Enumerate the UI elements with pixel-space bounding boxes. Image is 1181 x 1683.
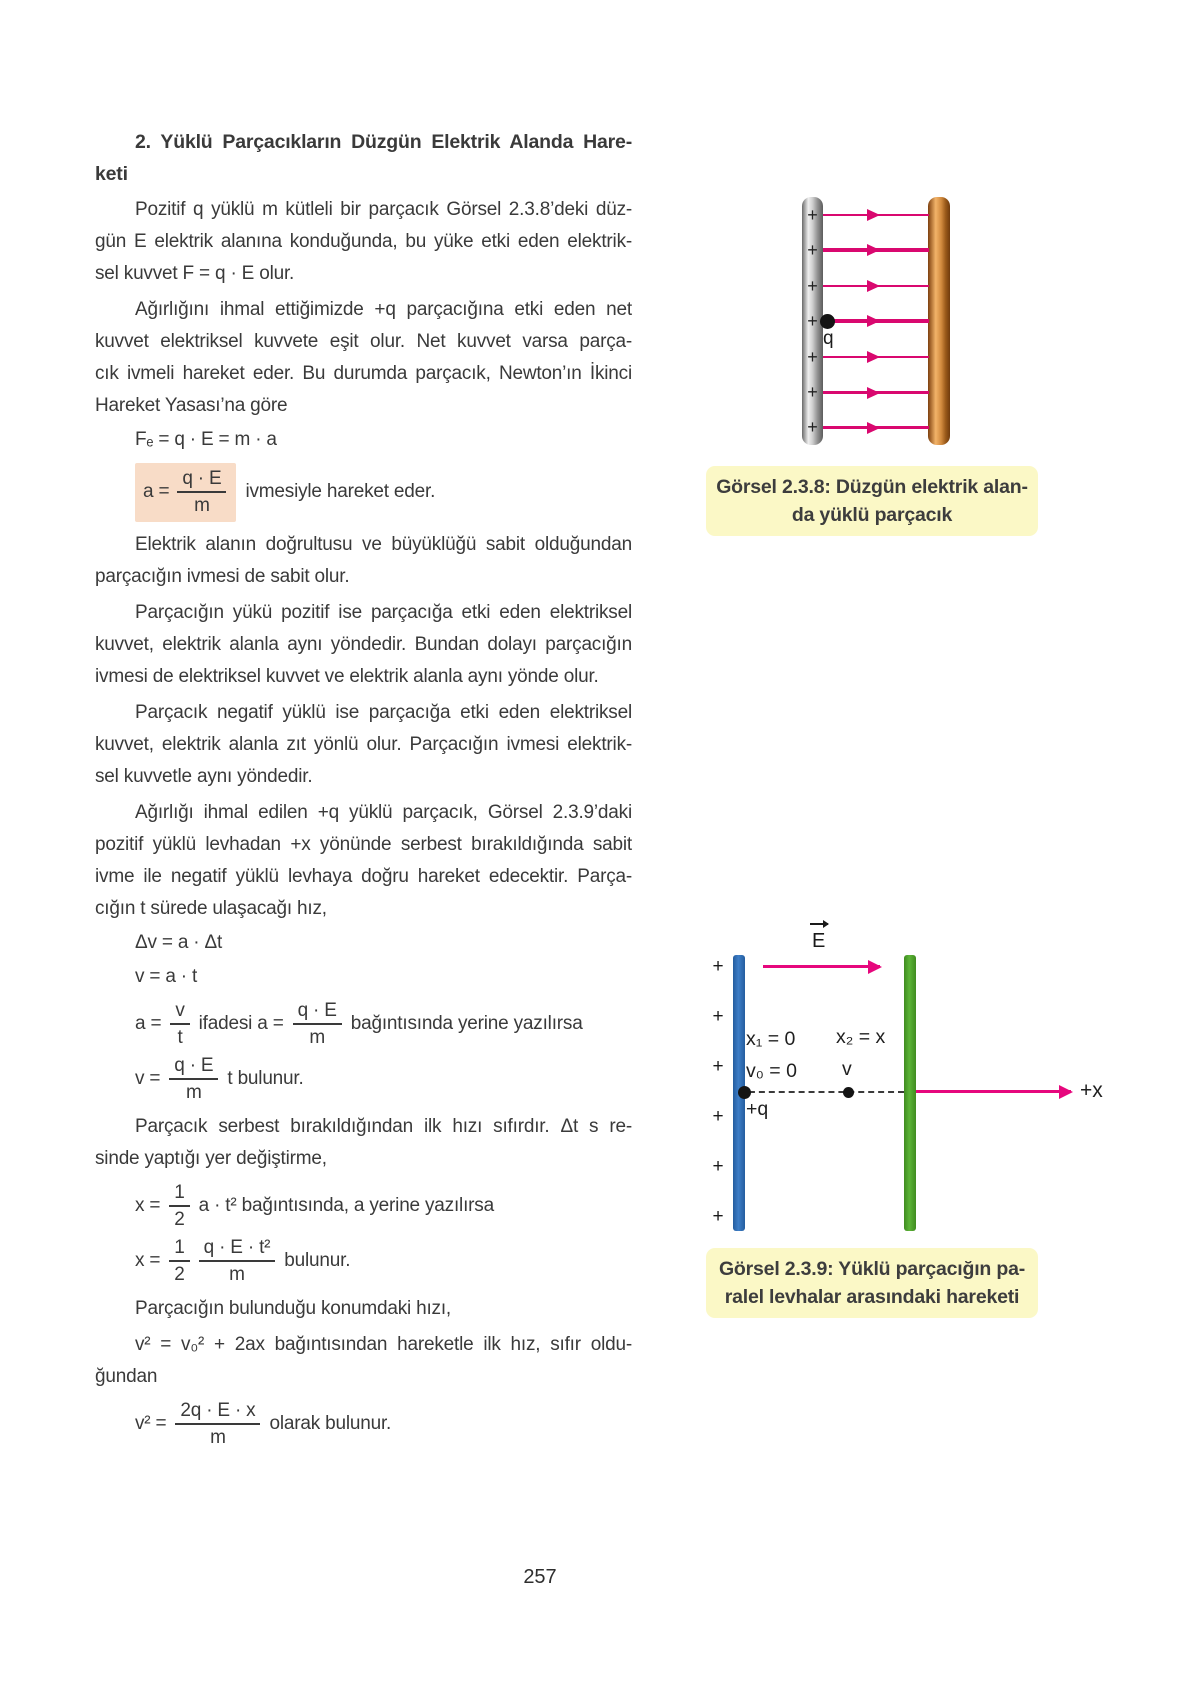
formula-lhs: v = [135, 1068, 161, 1090]
v-label: v [842, 1058, 852, 1080]
x-axis-arrow [916, 1090, 1071, 1093]
arrowhead-icon [867, 209, 880, 221]
fraction [169, 1182, 189, 1231]
text-line: Parçacığın yükü pozitif ise parçacığa etki eden elektriksel [135, 601, 632, 623]
fraction-denominator: t [177, 1026, 183, 1048]
formula-tail: bağıntısında yerine yazılırsa [350, 1012, 583, 1034]
plus-sign: + [807, 311, 818, 331]
formula-delta-v [135, 927, 632, 959]
vector-arrow-icon [810, 923, 828, 925]
paragraph-displacement [95, 1111, 632, 1175]
text-line: v² = v₀² + 2ax bağıntısından hareketle ilk hız, sıfır oldu- [135, 1333, 632, 1355]
arrowhead-icon [868, 960, 882, 974]
text-line: Parçacık serbest bırakıldığından ilk hızı sıfırdır. Δt s re- [135, 1115, 632, 1137]
plus-sign: + [712, 1006, 724, 1027]
fraction [199, 1237, 276, 1286]
fraction-denominator: m [229, 1264, 245, 1286]
caption-line: Görsel 2.3.8: Düzgün elektrik alan- [716, 476, 1028, 498]
text-line: Ağırlığı ihmal edilen +q yüklü parçacık, Görsel 2.3.9’daki [135, 801, 632, 823]
negative-plate [928, 197, 950, 445]
arrowhead-icon [867, 280, 880, 292]
text-line: sinde yaptığı yer değiştirme, [95, 1147, 327, 1169]
formula-tail: t bulunur. [227, 1068, 304, 1090]
text-line: kuvvet, elektrik alanla aynı yöndedir. Bundan dolayı parçacığın [95, 633, 632, 655]
plus-sign: + [807, 205, 818, 225]
text-line: Elektrik alanın doğrultusu ve büyüklüğü sabit olduğundan [135, 533, 632, 555]
section-title [95, 126, 632, 190]
plus-sign: + [712, 956, 724, 977]
formula-acceleration [135, 463, 632, 522]
fraction [170, 1000, 189, 1049]
fraction-denominator: 2 [174, 1208, 185, 1230]
plus-sign: + [712, 1056, 724, 1077]
arrowhead-icon [867, 422, 880, 434]
fraction-numerator: q · E [293, 1000, 342, 1025]
figure-parallel-plates [700, 910, 1180, 1240]
fraction-numerator: q · E [177, 468, 226, 493]
formula-lhs: x = [135, 1194, 161, 1216]
formula-text: Fₑ = q · E = m · a [135, 429, 277, 450]
formula-lhs: x = [135, 1250, 161, 1272]
arrowhead-icon [1059, 1085, 1073, 1099]
formula-tail: olarak bulunur. [269, 1412, 392, 1434]
highlighted-formula [135, 463, 236, 522]
formula-newton [135, 424, 632, 456]
figure-uniform-field [802, 197, 950, 445]
text-line: gün E elektrik alanına konduğunda, bu yüke etki eden elektrik- [95, 231, 632, 252]
fraction-numerator: 1 [169, 1182, 189, 1207]
plus-sign: + [807, 347, 818, 367]
fraction-numerator: 2q · E · x [175, 1400, 260, 1425]
x2-label: x₂ = x [836, 1026, 886, 1048]
text-line: kuvvet elektriksel kuvvete eşit olur. Net kuvvet varsa parça- [95, 331, 632, 352]
title-line: keti [95, 163, 128, 185]
plus-sign: + [712, 1206, 724, 1227]
paragraph-negative-charge [95, 697, 632, 793]
fraction-denominator: m [186, 1082, 202, 1104]
plus-sign: + [807, 276, 818, 296]
field-line-arrow [823, 248, 929, 252]
fraction [169, 1055, 218, 1104]
trajectory-dashed-line [739, 1091, 904, 1093]
x-axis-label: +x [1080, 1079, 1103, 1102]
charge-label: q [823, 328, 834, 349]
paragraph-speed-at-position [95, 1293, 632, 1325]
plus-sign: + [712, 1106, 724, 1127]
fraction-numerator: 1 [169, 1237, 189, 1262]
text-line: Ağırlığını ihmal ettiğimizde +q parçacığına etki eden net [135, 299, 632, 320]
e-field-label [812, 930, 825, 953]
paragraph-release [95, 797, 632, 925]
text-line: ğundan [95, 1365, 158, 1387]
text-line: kuvvet, elektrik alanla zıt yönlü olur. Parçacığın ivmesi elektrik- [95, 733, 632, 755]
field-line-arrow [823, 285, 929, 287]
field-line-arrow [823, 356, 929, 358]
text-line: Hareket Yasası’na göre [95, 395, 288, 416]
v0-label: v₀ = 0 [746, 1060, 797, 1082]
text-line: sel kuvvetle aynı yöndedir. [95, 765, 313, 787]
plus-sign: + [807, 382, 818, 402]
e-label-text: E [812, 930, 826, 952]
formula-x-result [135, 1237, 632, 1286]
formula-substitution [135, 1000, 632, 1049]
formula-v-at [135, 961, 632, 993]
formula-mid: ifadesi a = [198, 1012, 284, 1034]
charge-dot-mid [843, 1087, 854, 1098]
caption-line: ralel levhalar arasındaki hareketi [724, 1286, 1020, 1308]
paragraph-intro [95, 194, 632, 290]
paragraph-constant-accel [95, 529, 632, 593]
fraction-denominator: m [210, 1426, 226, 1448]
caption-line: da yüklü parçacık [791, 504, 953, 526]
fraction [175, 1400, 260, 1449]
plus-sign: + [712, 1156, 724, 1177]
arrowhead-icon [867, 244, 880, 256]
figure-caption-2-3-9 [706, 1248, 1038, 1318]
field-line-arrow [823, 214, 929, 216]
fraction [293, 1000, 342, 1049]
paragraph-positive-charge [95, 597, 632, 693]
field-line-arrow [823, 426, 929, 429]
title-line: 2. Yüklü Parçacıkların Düzgün Elektrik Alanda Hare- [135, 131, 632, 153]
arrowhead-icon [867, 315, 880, 327]
formula-x-half-at2 [135, 1182, 632, 1231]
text-line: ivme ile negatif yüklü levhaya doğru hareket edecektir. Parça- [95, 865, 632, 887]
formula-tail: a · t² bağıntısında, a yerine yazılırsa [198, 1194, 494, 1216]
text-line: sel kuvvet F = q · E olur. [95, 263, 295, 284]
formula-velocity-result [135, 1055, 632, 1104]
field-line-arrow [823, 391, 929, 394]
formula-text: v = a · t [135, 965, 198, 987]
arrowhead-icon [867, 351, 880, 363]
fraction-numerator: q · E [169, 1055, 218, 1080]
text-line: parçacığın ivmesi de sabit olur. [95, 565, 350, 587]
fraction-denominator: 2 [174, 1264, 185, 1286]
text-line: pozitif yüklü levhadan +x yönünde serbest bırakıldığında sabit [95, 833, 632, 855]
text-line: Pozitif q yüklü m kütleli bir parçacık Görsel 2.3.8’deki düz- [135, 199, 632, 220]
plus-sign: + [807, 417, 818, 437]
figure-caption-2-3-8 [706, 466, 1038, 536]
text-line: cığın t sürede ulaşacağı hız, [95, 897, 327, 919]
charge-label: +q [746, 1098, 769, 1120]
text-line: Parçacık negatif yüklü ise parçacığa etki eden elektriksel [135, 701, 632, 723]
formula-text: Δv = a · Δt [135, 931, 223, 953]
formula-tail: bulunur. [284, 1250, 351, 1272]
charge-dot [820, 314, 835, 329]
text-line: Parçacığın bulunduğu konumdaki hızı, [135, 1297, 452, 1319]
paragraph-net-force [95, 294, 632, 422]
x1-label: x₁ = 0 [746, 1028, 796, 1050]
formula-lhs: a = [135, 1012, 162, 1034]
formula-v-squared-result [135, 1400, 632, 1449]
formula-lhs: a = [143, 481, 170, 503]
plus-sign: + [807, 240, 818, 260]
negative-plate [904, 955, 916, 1231]
main-text-column [95, 122, 632, 1455]
page-number: 257 [523, 1566, 557, 1588]
paragraph-v-squared [95, 1329, 632, 1393]
formula-lhs: v² = [135, 1412, 167, 1434]
text-line: cık ivmeli hareket eder. Bu durumda parçacık, Newton’ın İkinci [95, 363, 632, 384]
field-line-arrow [823, 319, 929, 323]
formula-tail: ivmesiyle hareket eder. [245, 481, 436, 503]
arrowhead-icon [867, 387, 880, 399]
caption-line: Görsel 2.3.9: Yüklü parçacığın pa- [718, 1258, 1026, 1280]
fraction-numerator: v [170, 1000, 189, 1025]
e-field-arrow [763, 965, 880, 968]
fraction-denominator: m [194, 495, 210, 517]
fraction-denominator: m [309, 1026, 325, 1048]
fraction [169, 1237, 189, 1286]
text-line: ivmesi de elektriksel kuvvet ve elektrik alanla aynı yönde olur. [95, 665, 599, 687]
fraction-numerator: q · E · t² [199, 1237, 276, 1262]
fraction [177, 468, 226, 517]
